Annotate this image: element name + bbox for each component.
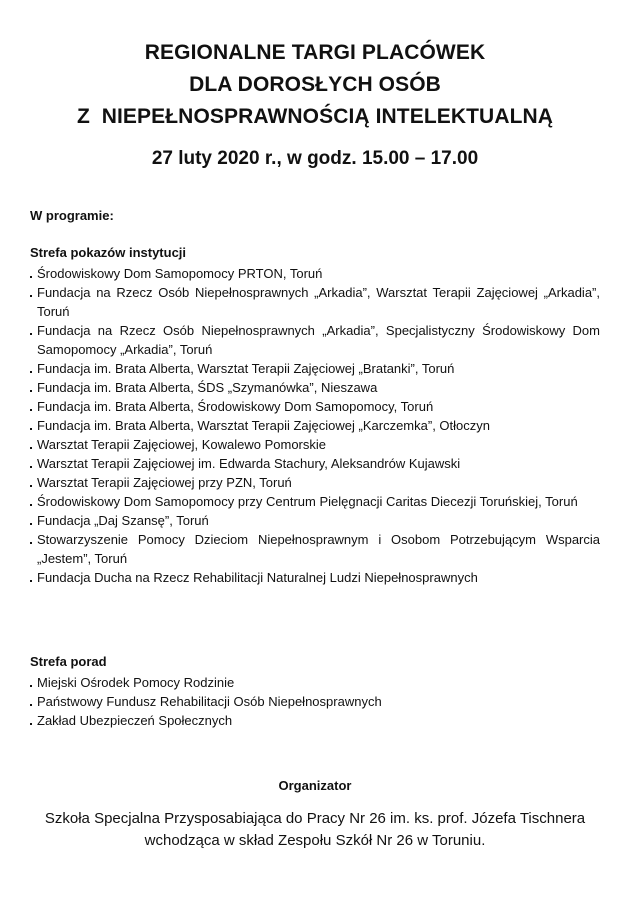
- program-label: W programie:: [30, 208, 114, 223]
- list-item: [30, 711, 600, 730]
- title-line-2: DLA DOROSŁYCH OSÓB: [189, 73, 441, 96]
- bullet-icon: [30, 295, 32, 297]
- item-text: Warsztat Terapii Zajęciowej im. Edwarda Stachury, Aleksandrów Kujawski: [37, 456, 461, 471]
- title-line-1: REGIONALNE TARGI PLACÓWEK: [144, 41, 486, 64]
- event-date: 27 luty 2020 r., w godz. 15.00 – 17.00: [151, 148, 479, 169]
- organizer-line-1: Szkoła Specjalna Przysposabiająca do Pracy Nr 26 im. ks. prof. Józefa Tischnera: [44, 810, 586, 827]
- item-text: Państwowy Fundusz Rehabilitacji Osób Niepełnosprawnych: [37, 694, 382, 709]
- section-heading-advice: Strefa porad: [30, 654, 107, 669]
- item-text: Fundacja na Rzecz Osób Niepełnosprawnych „Arkadia”, Specjalistyczny Środowiskowy Dom Samopomocy „Arkadia”, Toruń: [37, 323, 600, 357]
- bullet-icon: [30, 390, 32, 392]
- list-item: [30, 568, 600, 587]
- item-text: Fundacja im. Brata Alberta, Warsztat Terapii Zajęciowej „Bratanki”, Toruń: [37, 361, 455, 376]
- bullet-icon: [30, 333, 32, 335]
- organizer-line-2: wchodząca w skład Zespołu Szkół Nr 26 w Toruniu.: [144, 832, 486, 849]
- title-line-3: Z NIEPEŁNOSPRAWNOŚCIĄ INTELEKTUALNĄ: [76, 105, 554, 128]
- bullet-icon: [30, 466, 32, 468]
- item-text: Fundacja „Daj Szansę”, Toruń: [37, 513, 209, 528]
- list-item: [30, 264, 600, 283]
- list-item: [30, 283, 600, 321]
- organizer-heading: Organizator: [278, 778, 352, 793]
- list-item: [30, 359, 600, 378]
- item-text: Fundacja im. Brata Alberta, ŚDS „Szymanówka”, Nieszawa: [37, 380, 378, 395]
- list-item: [30, 673, 600, 692]
- bullet-icon: [30, 428, 32, 430]
- bullet-icon: [30, 485, 32, 487]
- organizer-text: [0, 808, 630, 852]
- list-item: [30, 321, 600, 359]
- bullet-icon: [30, 704, 32, 706]
- item-text: Środowiskowy Dom Samopomocy przy Centrum Pielęgnacji Caritas Diecezji Toruńskiej, Toruń: [37, 494, 578, 509]
- item-text: Stowarzyszenie Pomocy Dzieciom Niepełnosprawnym i Osobom Potrzebującym Wsparcia „Jestem”, Toruń: [37, 532, 600, 566]
- list-item: [30, 416, 600, 435]
- list-item: [30, 454, 600, 473]
- item-text: Zakład Ubezpieczeń Społecznych: [37, 713, 233, 728]
- bullet-icon: [30, 409, 32, 411]
- list-item: [30, 378, 600, 397]
- showcase-list: [30, 264, 600, 587]
- bullet-icon: [30, 580, 32, 582]
- section-heading-showcase: Strefa pokazów instytucji: [30, 245, 187, 260]
- list-item: [30, 692, 600, 711]
- item-text: Fundacja Ducha na Rzecz Rehabilitacji Naturalnej Ludzi Niepełnosprawnych: [37, 570, 478, 585]
- bullet-icon: [30, 276, 32, 278]
- bullet-icon: [30, 723, 32, 725]
- list-item: [30, 473, 600, 492]
- list-item: [30, 492, 600, 511]
- item-text: Miejski Ośrodek Pomocy Rodzinie: [37, 675, 235, 690]
- list-item: [30, 530, 600, 568]
- item-text: Fundacja im. Brata Alberta, Środowiskowy Dom Samopomocy, Toruń: [37, 399, 434, 414]
- bullet-icon: [30, 371, 32, 373]
- list-item: [30, 397, 600, 416]
- bullet-icon: [30, 542, 32, 544]
- list-item: [30, 511, 600, 530]
- bullet-icon: [30, 447, 32, 449]
- item-text: Warsztat Terapii Zajęciowej, Kowalewo Pomorskie: [37, 437, 326, 452]
- item-text: Fundacja na Rzecz Osób Niepełnosprawnych „Arkadia”, Warsztat Terapii Zajęciowej „Arkadia”, Toruń: [37, 285, 600, 319]
- bullet-icon: [30, 523, 32, 525]
- bullet-icon: [30, 685, 32, 687]
- item-text: Środowiskowy Dom Samopomocy PRTON, Toruń: [37, 266, 323, 281]
- advice-list: [30, 673, 600, 730]
- bullet-icon: [30, 504, 32, 506]
- item-text: Warsztat Terapii Zajęciowej przy PZN, Toruń: [37, 475, 292, 490]
- list-item: [30, 435, 600, 454]
- item-text: Fundacja im. Brata Alberta, Warsztat Terapii Zajęciowej „Karczemka”, Otłoczyn: [37, 418, 490, 433]
